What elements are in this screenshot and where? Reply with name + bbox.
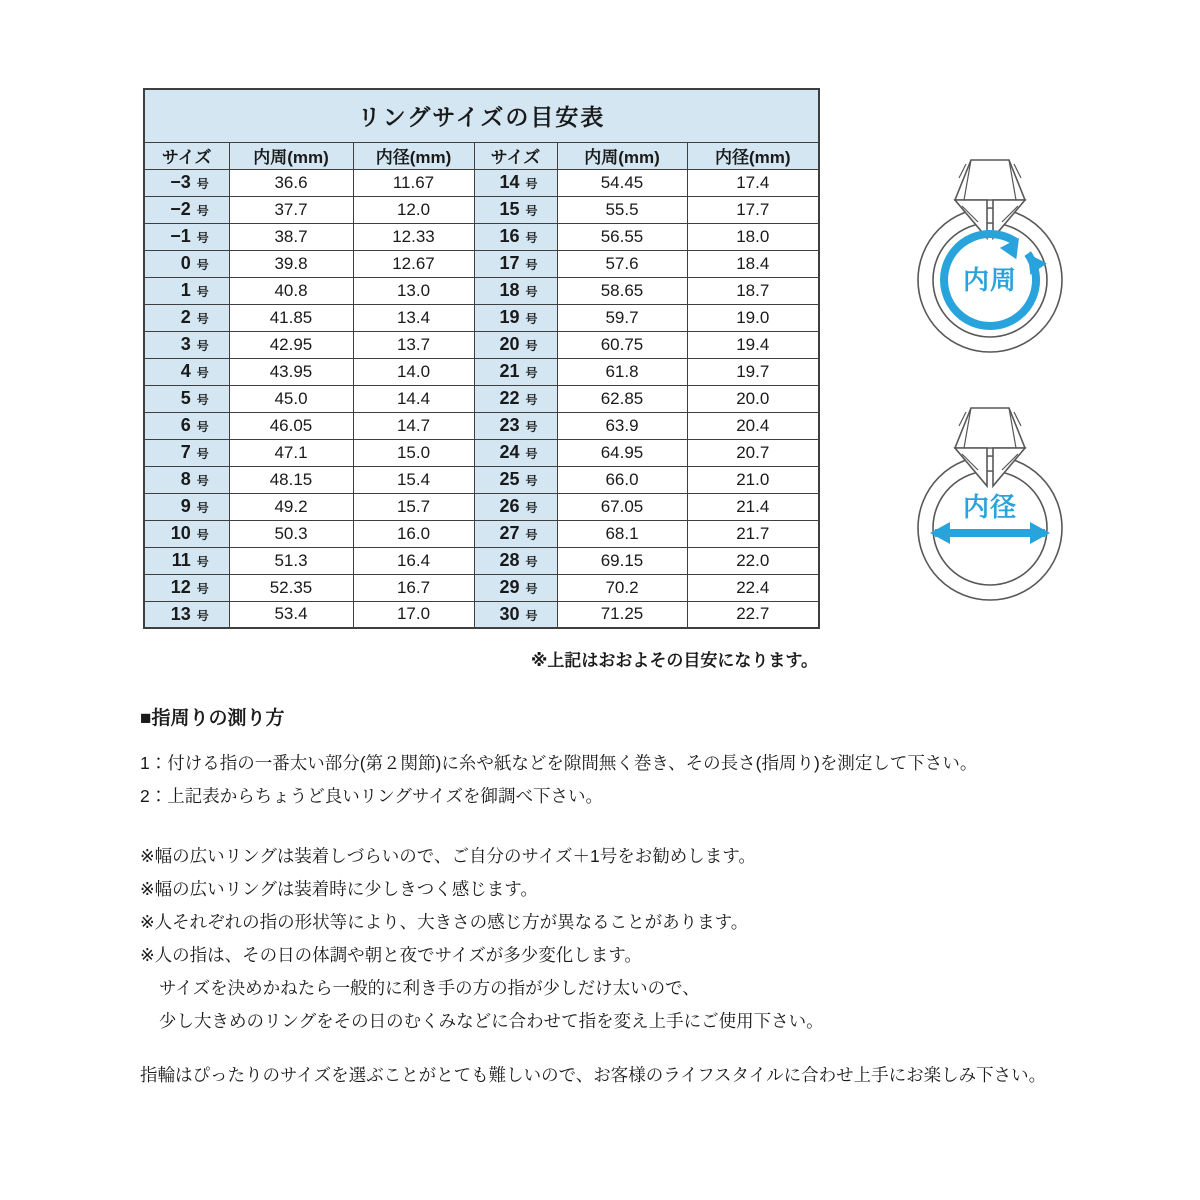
value-cell: 22.0	[687, 547, 819, 574]
table-row	[144, 439, 819, 466]
size-number: 12	[170, 577, 191, 597]
size-unit: 号	[525, 528, 538, 542]
size-unit: 号	[196, 474, 209, 488]
value-cell: 39.8	[229, 250, 353, 277]
size-unit: 号	[525, 474, 538, 488]
value-cell: 15.4	[353, 466, 474, 493]
size-unit: 号	[196, 393, 209, 407]
size-unit: 号	[525, 393, 538, 407]
size-cell	[144, 304, 229, 331]
value-cell: 22.7	[687, 601, 819, 628]
size-number: 13	[170, 603, 191, 624]
size-cell	[474, 331, 557, 358]
value-cell: 21.0	[687, 466, 819, 493]
value-cell: 48.15	[229, 466, 353, 493]
size-unit: 号	[196, 177, 209, 191]
measuring-note: ※幅の広いリングは装着しづらいので、ご自分のサイズ＋1号をお勧めします。	[140, 846, 756, 866]
size-unit: 号	[525, 582, 538, 596]
size-cell	[474, 412, 557, 439]
size-unit: 号	[196, 447, 209, 461]
table-row	[144, 358, 819, 385]
value-cell: 14.7	[353, 412, 474, 439]
column-header: 内周(mm)	[229, 142, 353, 169]
size-unit: 号	[525, 447, 538, 461]
value-cell: 18.7	[687, 277, 819, 304]
value-cell: 71.25	[557, 601, 687, 628]
column-header: 内周(mm)	[557, 142, 687, 169]
size-unit: 号	[525, 608, 538, 623]
value-cell: 18.0	[687, 223, 819, 250]
size-number: 24	[499, 442, 520, 462]
size-unit: 号	[525, 339, 538, 353]
value-cell: 36.6	[229, 169, 353, 196]
size-number: 20	[499, 334, 520, 354]
value-cell: 40.8	[229, 277, 353, 304]
value-cell: 13.4	[353, 304, 474, 331]
value-cell: 50.3	[229, 520, 353, 547]
table-row	[144, 412, 819, 439]
value-cell: 42.95	[229, 331, 353, 358]
size-number: 14	[499, 172, 520, 192]
value-cell: 38.7	[229, 223, 353, 250]
size-number: 11	[171, 550, 191, 570]
table-title-row	[144, 89, 819, 142]
table-row	[144, 385, 819, 412]
value-cell: 20.7	[687, 439, 819, 466]
size-unit: 号	[525, 312, 538, 326]
table-row	[144, 520, 819, 547]
column-header: サイズ	[474, 142, 557, 169]
size-cell	[144, 439, 229, 466]
size-cell	[474, 223, 557, 250]
size-unit: 号	[196, 528, 209, 542]
size-number: 2	[180, 307, 191, 327]
value-cell: 47.1	[229, 439, 353, 466]
value-cell: 21.4	[687, 493, 819, 520]
size-unit: 号	[196, 608, 209, 623]
value-cell: 52.35	[229, 574, 353, 601]
size-number: 22	[499, 388, 520, 408]
size-cell	[474, 304, 557, 331]
value-cell: 20.0	[687, 385, 819, 412]
value-cell: 15.7	[353, 493, 474, 520]
value-cell: 12.0	[353, 196, 474, 223]
size-number: 8	[180, 469, 191, 489]
value-cell: 63.9	[557, 412, 687, 439]
value-cell: 56.55	[557, 223, 687, 250]
size-unit: 号	[196, 204, 209, 218]
size-number: 10	[170, 523, 191, 543]
size-number: 26	[499, 496, 520, 516]
value-cell: 17.7	[687, 196, 819, 223]
size-cell	[144, 547, 229, 574]
size-unit: 号	[196, 582, 209, 596]
value-cell: 61.8	[557, 358, 687, 385]
size-unit: 号	[525, 177, 538, 191]
size-unit: 号	[196, 231, 209, 245]
size-unit: 号	[196, 366, 209, 380]
size-number: −2	[170, 199, 191, 219]
size-number: 4	[180, 361, 191, 381]
size-unit: 号	[525, 555, 538, 569]
value-cell: 45.0	[229, 385, 353, 412]
size-number: 16	[499, 226, 520, 246]
value-cell: 19.7	[687, 358, 819, 385]
size-cell	[144, 520, 229, 547]
size-unit: 号	[196, 555, 209, 569]
size-unit: 号	[196, 339, 209, 353]
size-cell	[474, 520, 557, 547]
size-cell	[144, 196, 229, 223]
value-cell: 15.0	[353, 439, 474, 466]
closing-note: 指輪はぴったりのサイズを選ぶことがとても難しいので、お客様のライフスタイルに合わせ上手にお楽しみ下さい。	[140, 1065, 1047, 1085]
value-cell: 68.1	[557, 520, 687, 547]
size-cell	[474, 466, 557, 493]
value-cell: 21.7	[687, 520, 819, 547]
value-cell: 70.2	[557, 574, 687, 601]
size-cell	[474, 250, 557, 277]
value-cell: 55.5	[557, 196, 687, 223]
table-row	[144, 601, 819, 628]
size-number: 0	[180, 253, 191, 273]
size-cell	[144, 574, 229, 601]
size-cell	[474, 439, 557, 466]
size-cell	[474, 169, 557, 196]
value-cell: 19.4	[687, 331, 819, 358]
value-cell: 59.7	[557, 304, 687, 331]
table-row	[144, 304, 819, 331]
measuring-heading: ■指周りの測り方	[140, 708, 285, 729]
table-row	[144, 466, 819, 493]
size-cell	[144, 277, 229, 304]
size-unit: 号	[196, 420, 209, 434]
size-number: 3	[180, 334, 191, 354]
size-unit: 号	[196, 501, 209, 515]
table-row	[144, 250, 819, 277]
size-cell	[144, 250, 229, 277]
ring-size-table	[143, 88, 820, 629]
measuring-step: 1：付ける指の一番太い部分(第２関節)に糸や紙などを隙間無く巻き、その長さ(指周り)を測定して下さい。	[140, 753, 978, 773]
value-cell: 16.7	[353, 574, 474, 601]
size-cell	[144, 601, 229, 628]
measuring-note: ※幅の広いリングは装着時に少しきつく感じます。	[140, 879, 538, 899]
size-number: 30	[499, 603, 520, 624]
size-number: 15	[499, 199, 520, 219]
size-number: 29	[499, 577, 520, 597]
value-cell: 12.67	[353, 250, 474, 277]
value-cell: 54.45	[557, 169, 687, 196]
size-unit: 号	[525, 204, 538, 218]
size-unit: 号	[196, 285, 209, 299]
column-header: 内径(mm)	[353, 142, 474, 169]
inner-diameter-diagram	[903, 396, 1078, 636]
column-header: 内径(mm)	[687, 142, 819, 169]
column-header: サイズ	[144, 142, 229, 169]
size-number: 1	[180, 280, 191, 300]
table-row	[144, 169, 819, 196]
size-number: 21	[499, 361, 520, 381]
value-cell: 46.05	[229, 412, 353, 439]
size-number: −1	[170, 226, 191, 246]
measuring-note-continuation: サイズを決めかねたら一般的に利き手の方の指が少しだけ太いので、	[159, 978, 700, 998]
value-cell: 37.7	[229, 196, 353, 223]
size-unit: 号	[525, 285, 538, 299]
size-number: 25	[499, 469, 520, 489]
size-cell	[144, 493, 229, 520]
size-cell	[474, 601, 557, 628]
size-number: 9	[180, 496, 191, 516]
value-cell: 20.4	[687, 412, 819, 439]
value-cell: 69.15	[557, 547, 687, 574]
value-cell: 51.3	[229, 547, 353, 574]
size-number: 7	[180, 442, 191, 462]
size-cell	[474, 574, 557, 601]
size-cell	[474, 196, 557, 223]
size-unit: 号	[196, 258, 209, 272]
value-cell: 64.95	[557, 439, 687, 466]
size-unit: 号	[525, 501, 538, 515]
value-cell: 62.85	[557, 385, 687, 412]
value-cell: 67.05	[557, 493, 687, 520]
spacer	[140, 813, 1160, 840]
table-footnote: ※上記はおおよその目安になります。	[530, 651, 818, 670]
table-row	[144, 223, 819, 250]
value-cell: 66.0	[557, 466, 687, 493]
value-cell: 22.4	[687, 574, 819, 601]
value-cell: 14.4	[353, 385, 474, 412]
value-cell: 43.95	[229, 358, 353, 385]
size-number: −3	[170, 172, 191, 192]
size-number: 28	[499, 550, 520, 570]
value-cell: 17.0	[353, 601, 474, 628]
value-cell: 16.0	[353, 520, 474, 547]
value-cell: 11.67	[353, 169, 474, 196]
size-cell	[144, 358, 229, 385]
value-cell: 58.65	[557, 277, 687, 304]
value-cell: 13.7	[353, 331, 474, 358]
size-cell	[474, 277, 557, 304]
size-unit: 号	[525, 231, 538, 245]
size-cell	[144, 331, 229, 358]
table-header-row	[144, 142, 819, 169]
table-row	[144, 547, 819, 574]
value-cell: 17.4	[687, 169, 819, 196]
value-cell: 18.4	[687, 250, 819, 277]
size-cell	[474, 493, 557, 520]
size-number: 18	[499, 280, 520, 300]
measuring-step: 2：上記表からちょうど良いリングサイズを御調べ下さい。	[140, 786, 603, 806]
size-cell	[144, 412, 229, 439]
table-row	[144, 493, 819, 520]
value-cell: 41.85	[229, 304, 353, 331]
value-cell: 60.75	[557, 331, 687, 358]
size-cell	[474, 358, 557, 385]
table-row	[144, 574, 819, 601]
size-unit: 号	[525, 258, 538, 272]
size-number: 23	[499, 415, 520, 435]
measuring-note: ※人の指は、その日の体調や朝と夜でサイズが多少変化します。	[140, 945, 642, 965]
size-number: 6	[180, 415, 191, 435]
inner-circumference-diagram	[903, 148, 1078, 388]
inner-diameter-label: 内径	[962, 492, 1018, 522]
measuring-note: ※人それぞれの指の形状等により、大きさの感じ方が異なることがあります。	[140, 912, 749, 932]
measuring-note-continuation: 少し大きめのリングをその日のむくみなどに合わせて指を変え上手にご使用下さい。	[159, 1011, 824, 1031]
value-cell: 12.33	[353, 223, 474, 250]
value-cell: 16.4	[353, 547, 474, 574]
size-cell	[144, 385, 229, 412]
value-cell: 14.0	[353, 358, 474, 385]
inner-circumference-label: 内周	[962, 265, 1018, 295]
value-cell: 19.0	[687, 304, 819, 331]
size-cell	[144, 466, 229, 493]
value-cell: 49.2	[229, 493, 353, 520]
size-cell	[474, 547, 557, 574]
table-title: リングサイズの目安表	[144, 89, 819, 142]
size-cell	[144, 223, 229, 250]
value-cell: 13.0	[353, 277, 474, 304]
size-number: 19	[499, 307, 520, 327]
size-cell	[474, 385, 557, 412]
table-row	[144, 331, 819, 358]
value-cell: 57.6	[557, 250, 687, 277]
size-unit: 号	[525, 420, 538, 434]
size-cell	[144, 169, 229, 196]
size-number: 5	[180, 388, 191, 408]
size-number: 17	[499, 253, 520, 273]
size-unit: 号	[525, 366, 538, 380]
measuring-instructions	[140, 703, 1160, 1038]
table-row	[144, 277, 819, 304]
size-unit: 号	[196, 312, 209, 326]
value-cell: 53.4	[229, 601, 353, 628]
table-row	[144, 196, 819, 223]
size-number: 27	[499, 523, 520, 543]
